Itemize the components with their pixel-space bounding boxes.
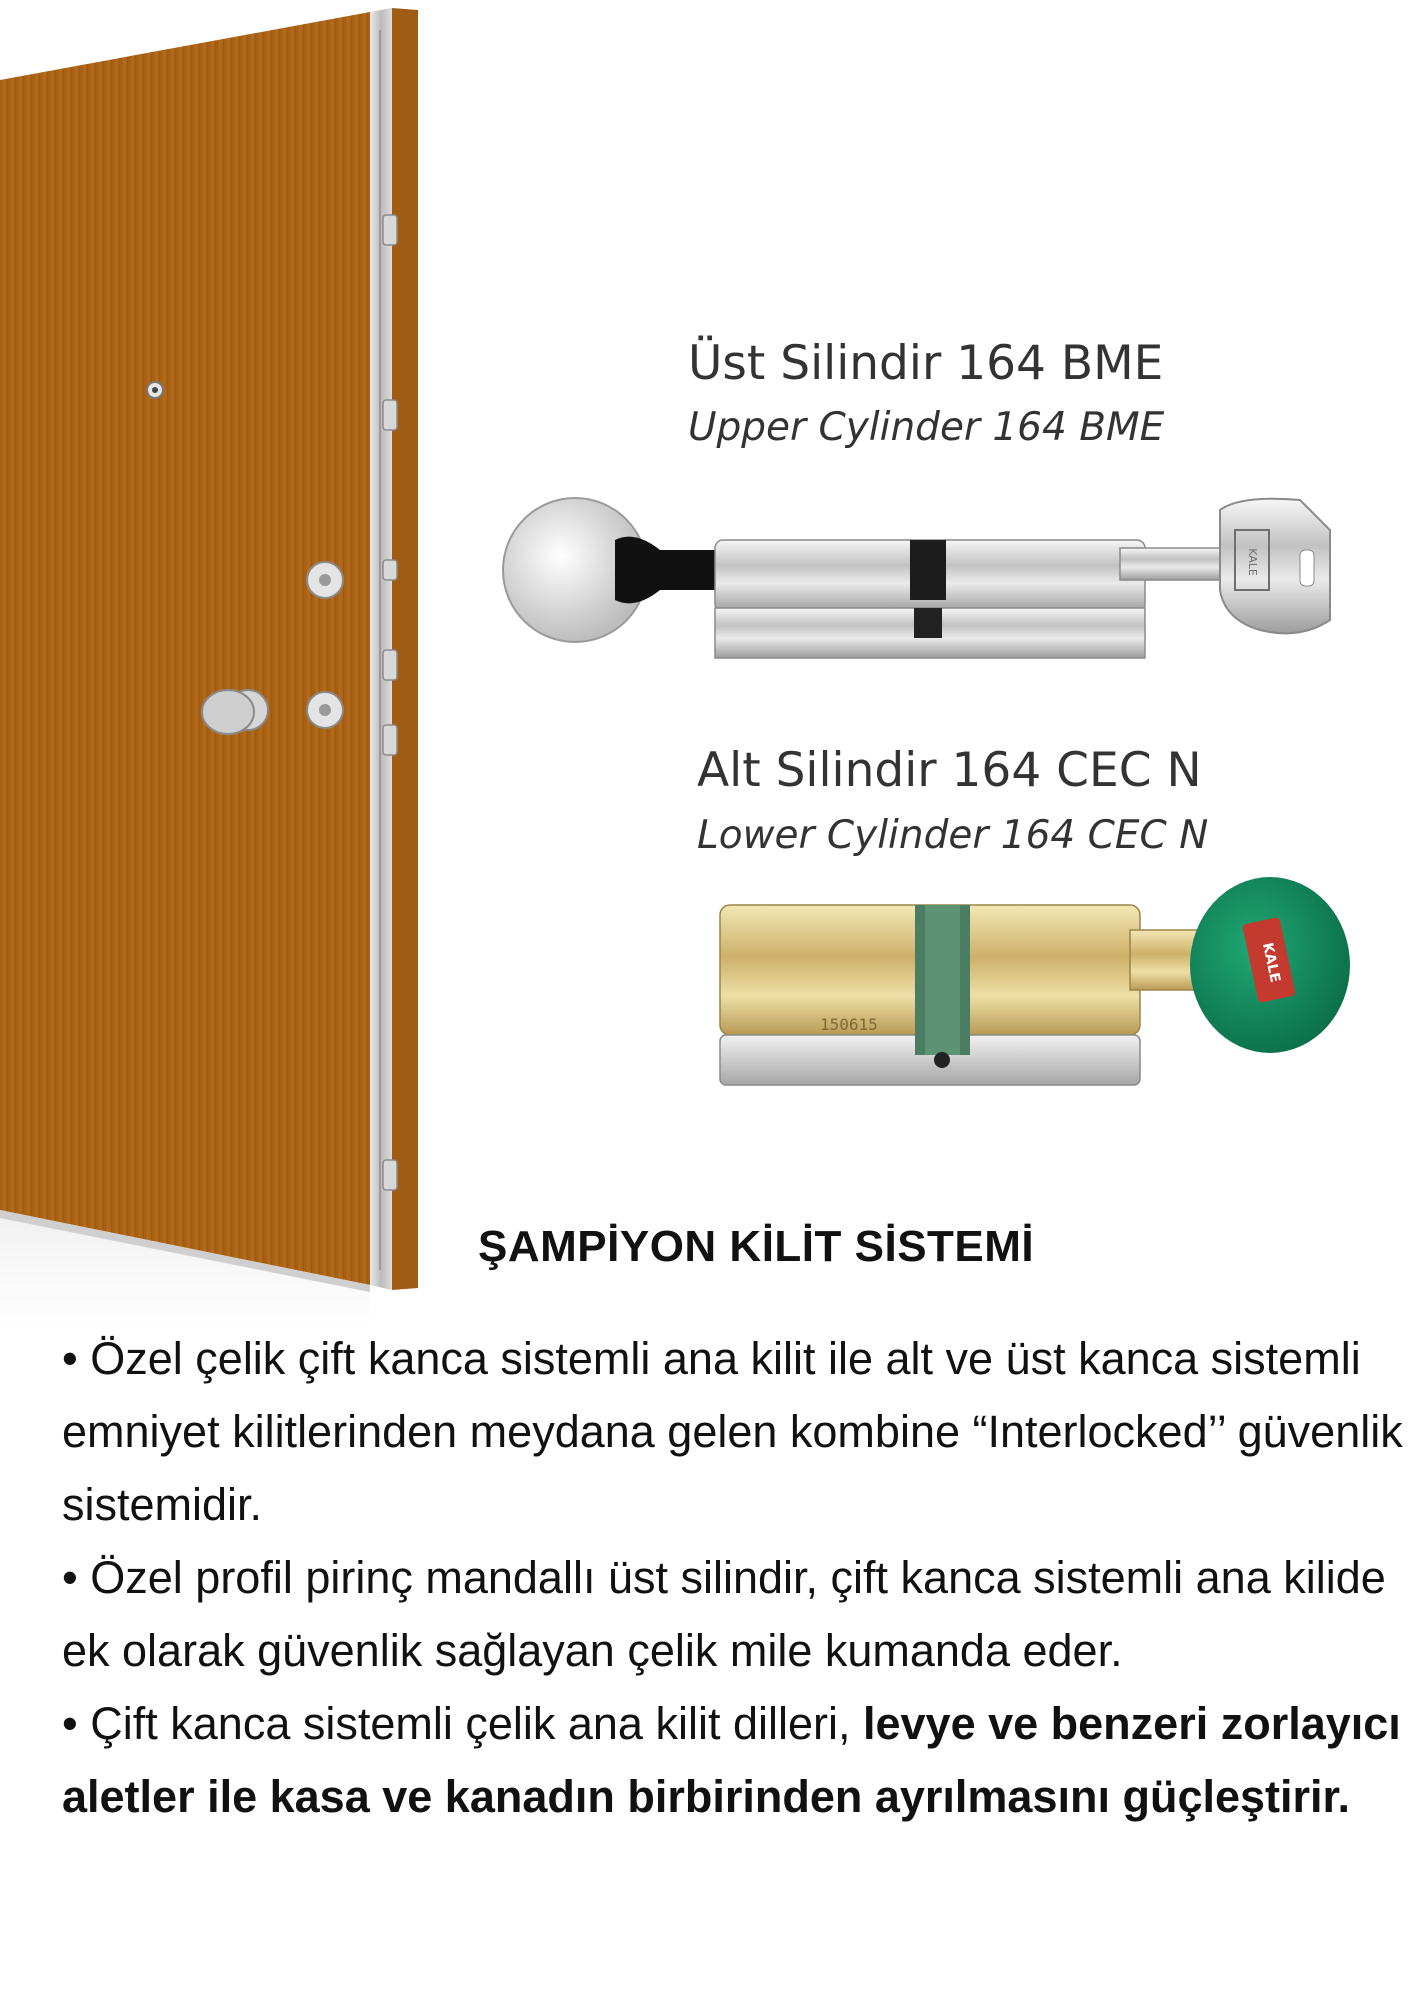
lower-key-brand: KALE — [1258, 941, 1283, 984]
description-text — [62, 1322, 1412, 1833]
lower-cylinder-subtitle: Lower Cylinder 164 CEC N — [697, 813, 1209, 858]
upper-cylinder-subtitle: Upper Cylinder 164 BME — [688, 405, 1165, 450]
steel-door-image — [0, 0, 420, 1330]
description-paragraph-1: • Özel çelik çift kanca sistemli ana kilit ile alt ve üst kanca sistemli emniyet kilitlerinden meydana gelen kombine “Interlocked’’ güvenlik sistemidir. — [62, 1333, 1403, 1530]
description-paragraph-3-text: • Çift kanca sistemli çelik ana kilit dilleri, — [62, 1698, 863, 1749]
lower-body-stamp: 150615 — [820, 1015, 878, 1034]
upper-key-brand: KALE — [1246, 548, 1259, 576]
section-heading: ŞAMPİYON KİLİT SİSTEMİ — [478, 1222, 1035, 1271]
upper-cylinder-title: Üst Silindir 164 BME — [688, 336, 1164, 391]
upper-cylinder-image — [500, 490, 1350, 690]
description-paragraph-2: • Özel profil pirinç mandallı üst silindir, çift kanca sistemli ana kilide ek olarak güvenlik sağlayan çelik mile kumanda eder. — [62, 1552, 1386, 1676]
lower-cylinder-title: Alt Silindir 164 CEC N — [697, 743, 1202, 798]
lower-cylinder-image — [710, 875, 1360, 1095]
description-paragraph-3-bold: levye ve benzeri zorlayıcı aletler ile kasa ve kanadın birbirinden ayrılmasını güçleştirir. — [62, 1698, 1401, 1822]
description-paragraph-3 — [62, 1687, 1412, 1833]
